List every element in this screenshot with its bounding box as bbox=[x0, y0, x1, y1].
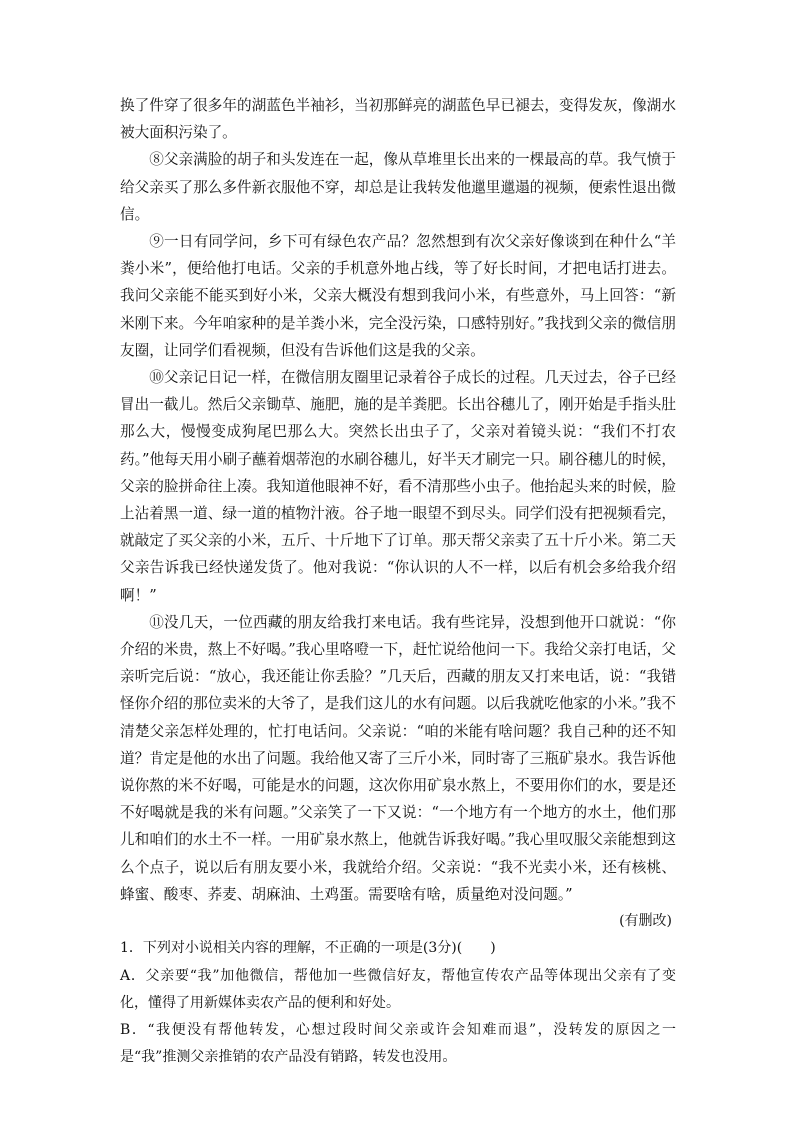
question-option-b: B．“我便没有帮他转发，心想过段时间父亲或许会知难而退”，没转发的原因之一是“我”推测父亲推销的农产品没有销路，转发也没用。 bbox=[120, 1021, 676, 1066]
paragraph-9: ⑨一日有同学问，乡下可有绿色农产品？忽然想到有次父亲好像谈到在种什么“羊粪小米”，便给他打电话。父亲的手机意外地占线，等了好长时间，才把电话打进去。我问父亲能不能买到好小米，父亲大概没有想到我问小米，有些意外，马上回答：“新米刚下来。今年咱家种的是羊粪小米，完全没污染，口感特别好。”我找到父亲的微信朋友圈，让同学们看视频，但没有告诉他们这是我的父亲。 bbox=[120, 233, 676, 359]
question-option-a: A．父亲要“我”加他微信，帮他加一些微信好友，帮他宣传农产品等体现出父亲有了变化，懂得了用新媒体卖农产品的便利和好处。 bbox=[120, 967, 676, 1011]
source-note: (有删改) bbox=[619, 913, 672, 930]
document-page bbox=[120, 92, 676, 1071]
paragraph-11: ⑪没几天，一位西藏的朋友给我打来电话。我有些诧异，没想到他开口就说：“你介绍的米贵，熬上不好喝。”我心里咯噔一下，赶忙说给他问一下。我给父亲打电话，父亲听完后说：“放心，我还能让你丢脸？”几天后，西藏的朋友又打来电话，说：“我错怪你介绍的那位卖米的大爷了，是我们这儿的水有问题。以后我就吃他家的小米。”我不清楚父亲怎样处理的，忙打电话问。父亲说：“咱的米能有啥问题？我自己种的还不知道？肯定是他的水出了问题。我给他又寄了三斤小米，同时寄了三瓶矿泉水。我告诉他说你熬的米不好喝，可能是水的问题，这次你用矿泉水熬上，不要用你们的水，要是还不好喝就是我的米有问题。”父亲笑了一下又说：“一个地方有一个地方的水土，他们那儿和咱们的水土不一样。一用矿泉水熬上，他就告诉我好喝。”我心里叹服父亲能想到这么个点子，说以后有朋友要小米，我就给介绍。父亲说：“我不光卖小米，还有核桃、蜂蜜、酸枣、荞麦、胡麻油、土鸡蛋。需要啥有啥，质量绝对没问题。” bbox=[120, 613, 676, 903]
question-stem: 1．下列对小说相关内容的理解，不正确的一项是(3分)( ) bbox=[120, 940, 496, 957]
paragraph-8: ⑧父亲满脸的胡子和头发连在一起，像从草堆里长出来的一棵最高的草。我气愤于给父亲买了那么多件新衣服他不穿，却总是让我转发他邋里邋遢的视频，便索性退出微信。 bbox=[120, 151, 676, 223]
paragraph-10: ⑩父亲记日记一样，在微信朋友圈里记录着谷子成长的过程。几天过去，谷子已经冒出一截儿。然后父亲锄草、施肥，施的是羊粪肥。长出谷穗儿了，刚开始是手指头肚那么大，慢慢变成狗尾巴那么大。突然长出虫子了，父亲对着镜头说：“我们不打农药。”他每天用小刷子蘸着烟蒂泡的水刷谷穗儿，好半天才刷完一只。刷谷穗儿的时候，父亲的脸拼命往上凑。我知道他眼神不好，看不清那些小虫子。他抬起头来的时候，脸上沾着黑一道、绿一道的植物汁液。谷子地一眼望不到尽头。同学们没有把视频看完，就敲定了买父亲的小米，五斤、十斤地下了订单。那天帮父亲卖了五十斤小米。第二天父亲告诉我已经快递发货了。他对我说：“你认识的人不一样，以后有机会多给我介绍啊！” bbox=[120, 369, 676, 604]
paragraph-continuation: 换了件穿了很多年的湖蓝色半袖衫，当初那鲜亮的湖蓝色早已褪去，变得发灰，像湖水被大面积污染了。 bbox=[120, 97, 676, 142]
